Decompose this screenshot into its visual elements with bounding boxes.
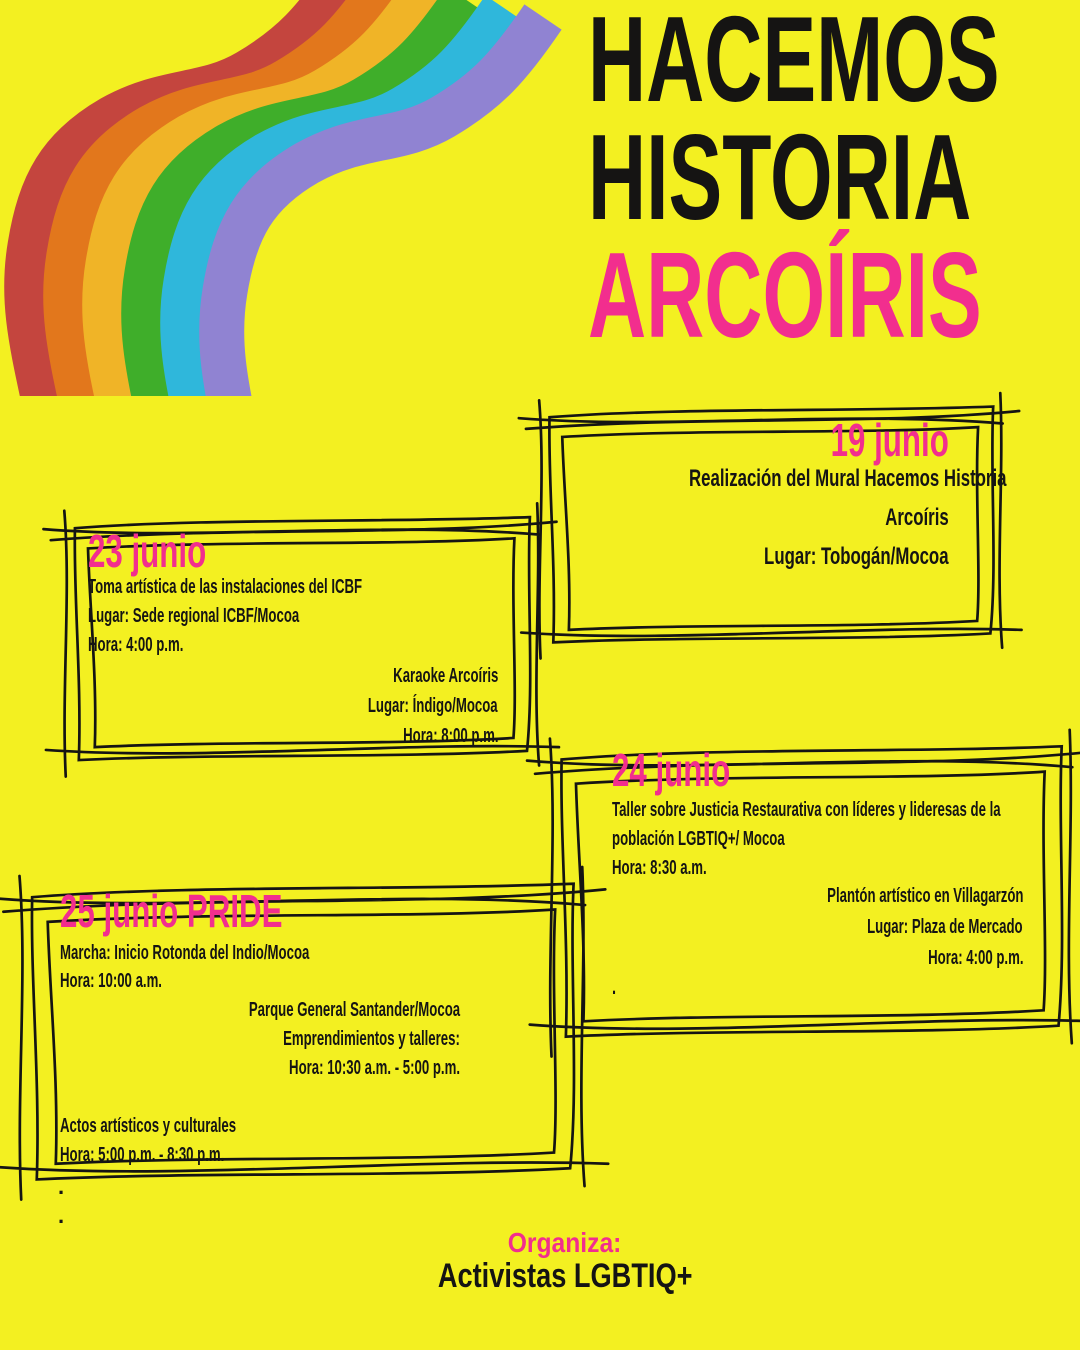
event-detail-line: Toma artística de las instalaciones del ICBF [88,576,363,598]
event-details-25-junio-actos [60,1112,327,1170]
event-card-25-junio-pride [12,858,588,1194]
event-detail-line: Hora: 10:00 a.m. [60,970,162,992]
organizer-label: Organiza: [508,1227,622,1258]
organizer-name: Activistas LGBTIQ+ [437,1257,693,1295]
event-detail-line: Realización del Mural Hacemos Historia [689,465,1007,492]
event-detail-line: Hora: 4:00 p.m. [88,634,184,656]
event-details-23-junio [88,573,503,660]
stray-period: . [612,974,617,999]
event-detail-line: Lugar: Sede regional ICBF/Mocoa [88,605,300,627]
event-date-19-junio: 19 junio [830,414,949,466]
event-details-24-junio-planton [563,881,1023,974]
event-detail-line: Hora: 4:00 p.m. [927,947,1023,969]
event-detail-line: Plantón artístico en Villagarzón [826,885,1023,907]
event-detail-line: Lugar: Índigo/Mocoa [368,695,498,717]
event-detail-line: Emprendimientos y talleres: [283,1028,460,1050]
event-detail-line: Hora: 10:30 a.m. - 5:00 p.m. [289,1057,460,1079]
event-detail-line: Hora: 8:00 p.m. [402,725,498,747]
event-detail-line: Karaoke Arcoíris [392,665,498,687]
title-line-arcoiris: ARCOÍRIS [588,227,982,363]
event-detail-line: Parque General Santander/Mocoa [248,999,460,1021]
event-detail-line: Hora: 8:30 a.m. [612,857,707,879]
event-details-19-junio [553,459,1007,576]
event-details-25-junio-parque [32,996,460,1083]
event-card-23-junio [58,496,542,772]
event-details-24-junio [612,796,1080,883]
stray-period: . [58,1174,65,1199]
event-details-25-junio-marcha [60,939,438,995]
event-details-23-junio-karaoke [78,661,498,751]
poster-title [588,0,1080,363]
organizer-footer [20,1228,1080,1294]
event-detail-line: Hora: 5:00 p.m. - 8:30 p.m. [60,1144,225,1166]
event-date-24-junio: 24 junio [612,744,731,796]
event-detail-line: Lugar: Plaza de Mercado [867,916,1023,938]
event-detail-line: población LGBTIQ+/ Mocoa [612,828,785,850]
event-card-24-junio [543,721,1075,1051]
event-detail-line: Taller sobre Justicia Restaurativa con líderes y lideresas de la [612,799,1001,821]
rainbow-brush-swoosh [0,0,600,396]
event-date-25-junio-pride: 25 junio PRIDE [60,885,283,937]
title-line-hacemos: HACEMOS [588,0,1000,127]
event-card-19-junio [533,386,1005,654]
stray-period: . [58,1203,65,1228]
event-detail-line: Marcha: Inicio Rotonda del Indio/Mocoa [60,942,310,964]
event-date-23-junio: 23 junio [88,525,207,577]
event-detail-line: Arcoíris [885,504,949,531]
event-detail-line: Actos artísticos y culturales [60,1115,237,1137]
title-line-historia: HISTORIA [588,109,972,245]
event-detail-line: Lugar: Tobogán/Mocoa [764,543,949,570]
